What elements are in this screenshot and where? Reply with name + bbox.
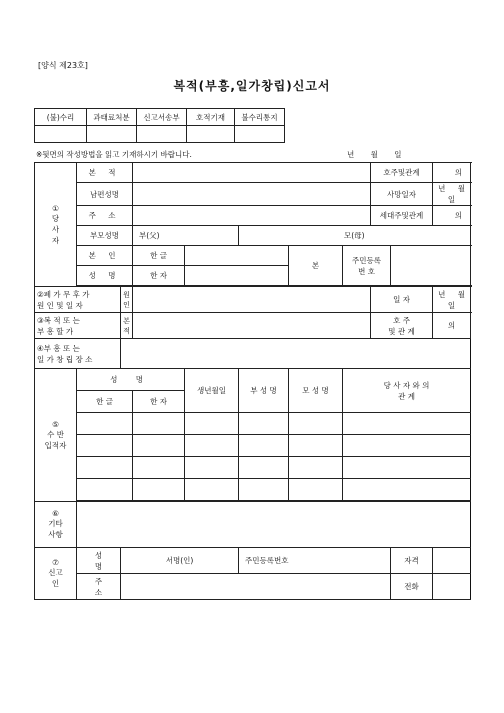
mother-name-field[interactable] xyxy=(239,226,471,246)
domicile-label-short: 본 적 xyxy=(121,313,133,339)
party-section-label: ① 당 사 자 xyxy=(35,163,77,287)
hangul-header: 한 글 xyxy=(77,391,133,413)
father-name-field[interactable] xyxy=(133,226,239,246)
name-header: 성 명 xyxy=(77,369,185,391)
domicile-label: 본 적 xyxy=(77,163,133,183)
entry-cell[interactable] xyxy=(289,457,343,479)
status-header-row xyxy=(35,109,285,126)
reporter-address-field[interactable] xyxy=(121,574,391,600)
death-date-field[interactable]: 년 월 일 xyxy=(433,183,471,206)
birth-date-header: 생년월일 xyxy=(185,369,239,413)
entry-cell[interactable] xyxy=(77,435,133,457)
reporter-resident-number-field[interactable] xyxy=(239,548,391,574)
hanja-header: 한 자 xyxy=(133,391,185,413)
entry-cell[interactable] xyxy=(343,435,471,457)
reporter-address-label: 주 소 xyxy=(77,574,121,600)
hangul-name-field[interactable] xyxy=(185,246,289,266)
entry-cell[interactable] xyxy=(239,435,289,457)
entry-cell[interactable] xyxy=(77,479,133,501)
entry-cell[interactable] xyxy=(343,479,471,501)
self-label: 본 인 xyxy=(77,246,133,266)
entry-cell[interactable] xyxy=(185,457,239,479)
status-cell[interactable] xyxy=(35,126,87,143)
restore-domicile-field[interactable] xyxy=(133,313,371,339)
processing-status-table xyxy=(34,108,285,143)
head-relation-label: 호주및관계 xyxy=(371,163,433,183)
status-header: 과태료처분 xyxy=(87,109,137,126)
establishment-place-label: ④부 흥 또 는 일 가 창 립 장 소 xyxy=(35,339,121,369)
other-matters-field[interactable] xyxy=(77,502,471,548)
household-head-label: 세대주및관계 xyxy=(371,206,433,226)
entry-cell[interactable] xyxy=(133,413,185,435)
entry-cell[interactable] xyxy=(185,413,239,435)
entry-cell[interactable] xyxy=(343,413,471,435)
entry-cell[interactable] xyxy=(239,457,289,479)
status-header: 호적기재 xyxy=(187,109,235,126)
signature-label: 서명(인) xyxy=(165,556,194,565)
cause-date-field[interactable]: 년 월 일 xyxy=(433,287,471,313)
accompanying-registrant-label: ⑤ 수 반 입적자 xyxy=(35,369,77,502)
qualification-field[interactable] xyxy=(433,548,471,574)
date-label: 일 자 xyxy=(371,287,433,313)
cause-field[interactable] xyxy=(133,287,371,313)
entry-cell[interactable] xyxy=(133,479,185,501)
status-header: (불)수리 xyxy=(35,109,87,126)
entry-cell[interactable] xyxy=(133,457,185,479)
status-cell[interactable] xyxy=(87,126,137,143)
mother-name-header: 모 성 명 xyxy=(289,369,343,413)
status-header: 신고서송부 xyxy=(137,109,187,126)
table-row xyxy=(35,479,471,501)
resident-number-label: 주민등록번호 xyxy=(245,556,289,565)
entry-cell[interactable] xyxy=(289,413,343,435)
status-cell[interactable] xyxy=(235,126,285,143)
hanja-label: 한 자 xyxy=(133,266,185,286)
entry-cell[interactable] xyxy=(185,435,239,457)
father-label: 부(父) xyxy=(139,231,160,240)
head-relation-field[interactable] xyxy=(433,163,471,183)
relation-header: 당 사 자 와 의 관 계 xyxy=(343,369,471,413)
husband-name-field[interactable] xyxy=(133,183,371,206)
resident-number-field[interactable] xyxy=(391,246,471,286)
origin-label: 본 xyxy=(289,246,343,286)
reporter-name-field[interactable] xyxy=(121,548,239,574)
hangul-label: 한 글 xyxy=(133,246,185,266)
report-form-table xyxy=(34,162,471,600)
entry-cell[interactable] xyxy=(343,457,471,479)
entry-cell[interactable] xyxy=(289,435,343,457)
other-matters-label: ⑥ 기타 사항 xyxy=(35,502,77,548)
possessive-suffix: 의 xyxy=(454,211,463,220)
form-number-label: [양식 제23호] xyxy=(38,61,88,70)
entry-cell[interactable] xyxy=(289,479,343,501)
domicile-field[interactable] xyxy=(133,163,371,183)
table-row xyxy=(35,457,471,479)
phone-label: 전화 xyxy=(391,574,433,600)
status-input-row xyxy=(35,126,285,143)
restore-house-label: ③복 적 또 는 부 흥 할 가 xyxy=(35,313,121,339)
possessive-suffix: 의 xyxy=(454,168,463,177)
status-cell[interactable] xyxy=(187,126,235,143)
entry-cell[interactable] xyxy=(77,413,133,435)
entry-cell[interactable] xyxy=(239,479,289,501)
cause-label: 원 인 xyxy=(121,287,133,313)
entry-cell[interactable] xyxy=(77,457,133,479)
extinct-house-label: ②폐 가 무 후 가 원 인 및 일 자 xyxy=(35,287,121,313)
possessive-suffix: 의 xyxy=(447,321,456,330)
entry-cell[interactable] xyxy=(185,479,239,501)
table-row xyxy=(35,435,471,457)
reporter-name-label: 성 명 xyxy=(77,548,121,574)
qualification-label: 자격 xyxy=(391,548,433,574)
status-header: 불수리통지 xyxy=(235,109,285,126)
death-date-label: 사망일자 xyxy=(371,183,433,206)
page-title: 복적(부흥,일가창립)신고서 xyxy=(173,79,331,93)
entry-cell[interactable] xyxy=(239,413,289,435)
table-row xyxy=(35,413,471,435)
husband-name-label: 남편성명 xyxy=(77,183,133,206)
name-label: 성 명 xyxy=(77,266,133,286)
head-relation-label: 호 주 및 관 계 xyxy=(371,313,433,339)
report-date: 년 월 일 xyxy=(347,150,402,159)
household-head-field[interactable] xyxy=(433,206,471,226)
phone-field[interactable] xyxy=(433,574,471,600)
address-label: 주 소 xyxy=(77,206,133,226)
address-field[interactable] xyxy=(133,206,371,226)
resident-number-label: 주민등록 번 호 xyxy=(343,246,391,286)
status-cell[interactable] xyxy=(137,126,187,143)
mother-label: 모(母) xyxy=(344,231,365,240)
establishment-place-field[interactable] xyxy=(121,339,471,369)
entry-cell[interactable] xyxy=(133,435,185,457)
father-name-header: 부 성 명 xyxy=(239,369,289,413)
hanja-name-field[interactable] xyxy=(185,266,289,286)
reporter-label: ⑦ 신고 인 xyxy=(35,548,77,600)
parents-name-label: 부모성명 xyxy=(77,226,133,246)
instruction-note: ※뒷면의 작성방법을 읽고 기재하시기 바랍니다. xyxy=(36,150,192,159)
restore-relation-field[interactable] xyxy=(433,313,471,339)
